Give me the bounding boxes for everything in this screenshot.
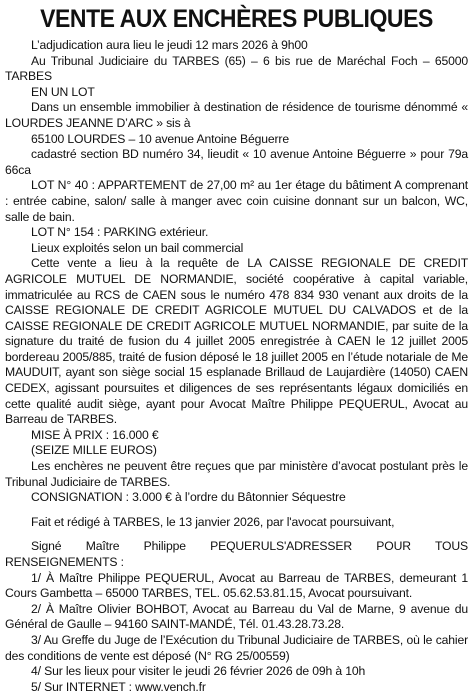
property-address: 65100 LOURDES – 10 avenue Antoine Béguerre: [31, 131, 289, 146]
contact-4: 4/ Sur les lieux pour visiter le jeudi 26 février 2026 de 09h à 10h: [31, 664, 366, 679]
notice-title: VENTE AUX ENCHÈRES PUBLIQUES: [40, 5, 433, 33]
cadastre-info: cadastré section BD numéro 34, lieudit « 10 avenue Antoine Béguerre » pour 79a 66ca: [5, 147, 468, 177]
lease-info: Lieux exploités selon un bail commercial: [31, 240, 244, 255]
lot-154: LOT N° 154 : PARKING extérieur.: [31, 225, 209, 240]
contact-3: 3/ Au Greffe du Juge de l’Exécution du Tribunal Judiciaire de TARBES, où le cahier des conditions de vente est déposé (N° RG 25/00559): [5, 632, 468, 663]
deposit: CONSIGNATION : 3.000 € à l’ordre du Bâtonnier Séquestre: [31, 490, 346, 505]
requesting-party: Cette vente a lieu à la requête de LA CAISSE REGIONALE DE CREDIT AGRICOLE MUTUEL DE NORMANDIE, société coopérative à capital variable, immatriculée au RCS de CAEN sous le numéro 478 834 930 venant aux droits de la CAISSE REGIONALE DE CREDIT AGRICOLE MUTUEL DU CALVADOS et de la CAISSE REGIONALE DE CREDIT AGRICOLE MUTUEL NORMANDIE, par suite de la signature du traité de fusion du 4 juillet 2005 enregistrée à CAEN le 12 juillet 2005 bordereau 2005/885, traité de fusion déposé le 18 juillet 2005 en l’étude notariale de Me MAUDUIT, ayant son siège social 15 esplanade Brillaud de Laujardière (14050) CAEN CEDEX, agissant poursuites et diligences de ses représentants légaux domiciliés en cette qualité audit siège, ayant pour Avocat Maître Philippe PEQUERUL, Avocat au Barreau de TARBES.: [5, 256, 468, 427]
starting-price: MISE À PRIX : 16.000 €: [31, 427, 159, 442]
signature-contacts: Signé Maître Philippe PEQUERULS'ADRESSER POUR TOUS RENSEIGNEMENTS :: [5, 539, 468, 569]
contact-1: 1/ À Maître Philippe PEQUERUL, Avocat au Barreau de TARBES, demeurant 1 Cours Gambetta – 65000 TARBES, TEL. 05.62.53.81.15, Avocat poursuivant.: [5, 570, 468, 601]
contact-2: 2/ À Maître Olivier BOHBOT, Avocat au Barreau du Val de Marne, 9 avenue du Général de Gaulle – 94160 SAINT-MANDÉ, Tél. 01.43.28.73.28.: [5, 601, 468, 632]
auction-date: L’adjudication aura lieu le jeudi 12 mars 2026 à 9h00: [31, 38, 308, 52]
lot-40: LOT N° 40 : APPARTEMENT de 27,00 m² au 1er étage du bâtiment A comprenant : entrée cabine, salon/ salle à manger avec coin cuisine donnant sur un balcon, WC, salle de bain.: [5, 178, 468, 224]
spacer: [5, 506, 468, 515]
starting-price-words: (SEIZE MILLE EUROS): [31, 443, 157, 458]
property-description: Dans un ensemble immobilier à destination de résidence de tourisme dénommé « LOURDES JEANNE D’ARC » sis à: [5, 100, 468, 130]
lot-count: EN UN LOT: [31, 84, 95, 99]
contact-5-website[interactable]: 5/ Sur INTERNET : www.vench.fr: [31, 679, 206, 694]
spacer: [5, 530, 468, 539]
bidding-conditions: Les enchères ne peuvent être reçues que par ministère d’avocat postulant près le Tribunal Judiciaire de TARBES.: [5, 459, 468, 489]
court-address: Au Tribunal Judiciaire du TARBES (65) – 6 bis rue de Maréchal Foch – 65000 TARBES: [5, 53, 468, 84]
drafted-by: Fait et rédigé à TARBES, le 13 janvier 2026, par l'avocat poursuivant,: [31, 514, 395, 529]
